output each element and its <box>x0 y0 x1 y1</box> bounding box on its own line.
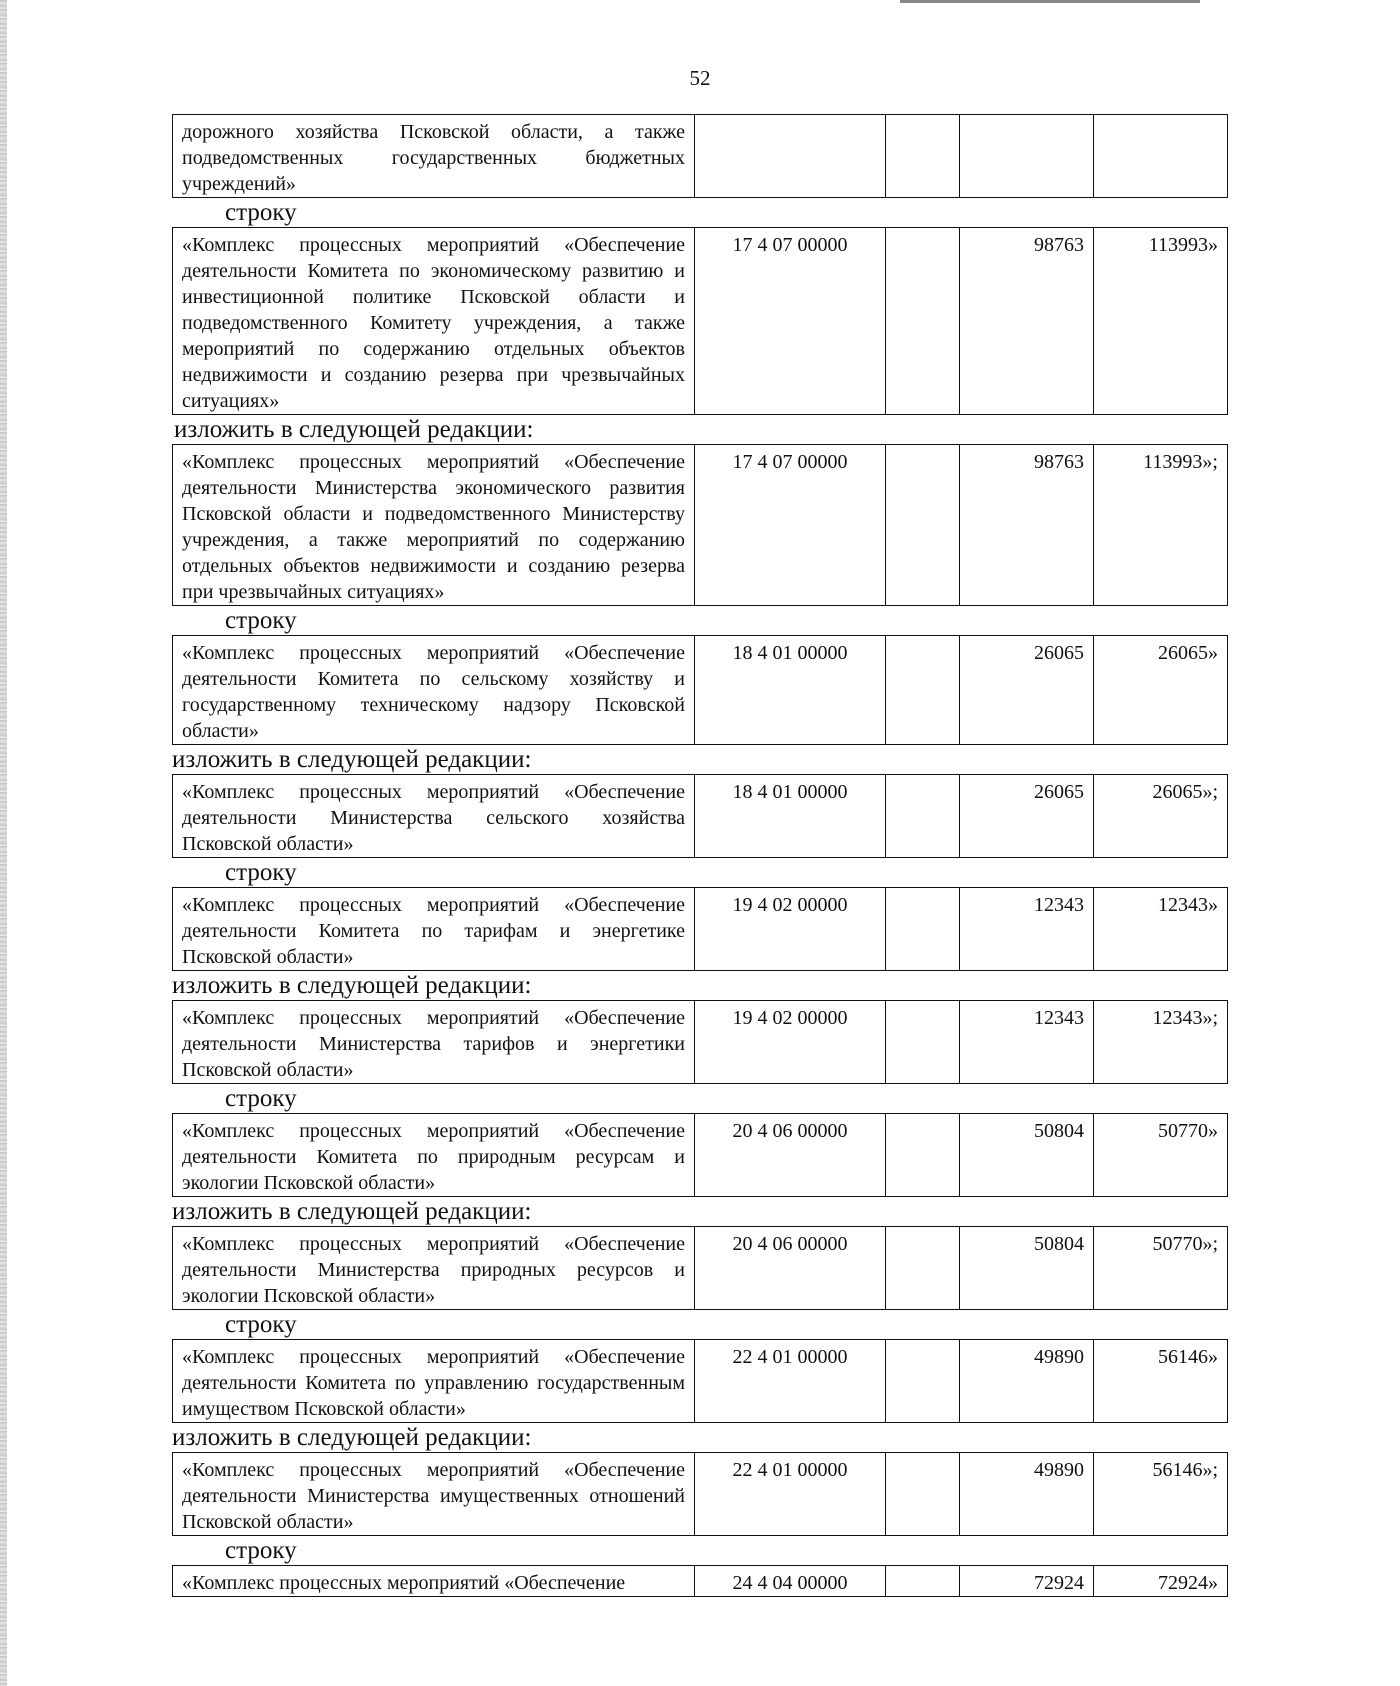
row-code-cell: 17 4 07 00000 <box>695 445 886 606</box>
label-old-row: строку <box>225 859 297 886</box>
row-empty-cell <box>886 445 960 606</box>
row-value1-cell: 50804 <box>960 1114 1094 1197</box>
row-name-cell: «Комплекс процессных мероприятий «Обеспечение <box>173 1566 695 1597</box>
row-empty-cell <box>886 888 960 971</box>
label-old-row: строку <box>225 1311 297 1338</box>
row-empty-cell <box>886 115 960 198</box>
row-code-cell: 22 4 01 00000 <box>695 1453 886 1536</box>
label-new-row: изложить в следующей редакции: <box>174 416 534 443</box>
row-empty-cell <box>886 1227 960 1310</box>
row-value1-cell: 50804 <box>960 1227 1094 1310</box>
label-new-row: изложить в следующей редакции: <box>172 972 532 999</box>
row-value2-cell: 26065» <box>1094 636 1228 745</box>
row-value2-cell: 113993»; <box>1094 445 1228 606</box>
row-name-cell: «Комплекс процессных мероприятий «Обеспечение деятельности Комитета по экономическому развитию и инвестиционной политике Псковской области и подведомственного Комитету учреждения, а также мероприятий по содержанию отдельных объектов недвижимости и созданию резерва при чрезвычайных ситуациях» <box>173 228 695 415</box>
scan-top-edge-artifact <box>900 0 1200 3</box>
row-value2-cell: 12343» <box>1094 888 1228 971</box>
amendment-block-4 <box>160 1084 1218 1310</box>
row-value2-cell: 12343»; <box>1094 1001 1228 1084</box>
table-row-old <box>172 1339 1228 1423</box>
label-new-row: изложить в следующей редакции: <box>172 1424 532 1451</box>
amendment-block-tail <box>160 1536 1218 1597</box>
row-code-cell: 19 4 02 00000 <box>695 1001 886 1084</box>
row-value2-cell <box>1094 115 1228 198</box>
label-new-row: изложить в следующей редакции: <box>172 746 532 773</box>
row-value1-cell: 72924 <box>960 1566 1094 1597</box>
table-row-old <box>172 1113 1228 1197</box>
row-value1-cell: 26065 <box>960 775 1094 858</box>
row-empty-cell <box>886 1566 960 1597</box>
label-old-row: строку <box>225 1085 297 1112</box>
row-value2-cell: 50770»; <box>1094 1227 1228 1310</box>
row-empty-cell <box>886 1340 960 1423</box>
row-empty-cell <box>886 1001 960 1084</box>
row-name-cell: «Комплекс процессных мероприятий «Обеспечение деятельности Министерства имущественных отношений Псковской области» <box>173 1453 695 1536</box>
label-old-row: строку <box>225 199 297 226</box>
row-empty-cell <box>886 775 960 858</box>
scan-edge-artifact <box>0 0 7 1686</box>
amendment-block-3 <box>160 858 1218 1084</box>
table-row-new <box>172 1452 1228 1536</box>
row-code-cell: 19 4 02 00000 <box>695 888 886 971</box>
row-value1-cell: 98763 <box>960 228 1094 415</box>
row-name-cell: «Комплекс процессных мероприятий «Обеспечение деятельности Министерства сельского хозяйства Псковской области» <box>173 775 695 858</box>
row-code-cell: 20 4 06 00000 <box>695 1227 886 1310</box>
row-code-cell: 18 4 01 00000 <box>695 775 886 858</box>
label-old-row: строку <box>225 607 297 634</box>
amendment-block-5 <box>160 1310 1218 1536</box>
row-value1-cell: 98763 <box>960 445 1094 606</box>
table-row-new <box>172 774 1228 858</box>
row-code-cell: 24 4 04 00000 <box>695 1566 886 1597</box>
table-row-new <box>172 1226 1228 1310</box>
row-value2-cell: 56146» <box>1094 1340 1228 1423</box>
document-body <box>160 114 1218 1597</box>
row-value2-cell: 56146»; <box>1094 1453 1228 1536</box>
row-code-cell: 20 4 06 00000 <box>695 1114 886 1197</box>
row-name-cell: «Комплекс процессных мероприятий «Обеспечение деятельности Комитета по сельскому хозяйству и государственному техническому надзору Псковской области» <box>173 636 695 745</box>
row-name-cell: «Комплекс процессных мероприятий «Обеспечение деятельности Комитета по управлению государственным имуществом Псковской области» <box>173 1340 695 1423</box>
row-code-cell <box>695 115 886 198</box>
row-name-cell: «Комплекс процессных мероприятий «Обеспечение деятельности Министерства природных ресурсов и экологии Псковской области» <box>173 1227 695 1310</box>
table-row-continuation <box>172 114 1228 198</box>
row-value1-cell: 12343 <box>960 1001 1094 1084</box>
label-old-row: строку <box>225 1537 297 1564</box>
row-empty-cell <box>886 1114 960 1197</box>
row-empty-cell <box>886 228 960 415</box>
row-value1-cell: 49890 <box>960 1453 1094 1536</box>
row-code-cell: 17 4 07 00000 <box>695 228 886 415</box>
label-new-row: изложить в следующей редакции: <box>172 1198 532 1225</box>
amendment-block-1 <box>160 198 1218 606</box>
row-value2-cell: 113993» <box>1094 228 1228 415</box>
row-value1-cell: 12343 <box>960 888 1094 971</box>
table-row-old <box>172 635 1228 745</box>
row-value2-cell: 72924» <box>1094 1566 1228 1597</box>
row-value2-cell: 26065»; <box>1094 775 1228 858</box>
row-empty-cell <box>886 636 960 745</box>
row-name-cell: «Комплекс процессных мероприятий «Обеспечение деятельности Комитета по тарифам и энергетике Псковской области» <box>173 888 695 971</box>
row-value2-cell: 50770» <box>1094 1114 1228 1197</box>
table-row-old <box>172 227 1228 415</box>
row-code-cell: 18 4 01 00000 <box>695 636 886 745</box>
page-number: 52 <box>689 66 711 90</box>
row-code-cell: 22 4 01 00000 <box>695 1340 886 1423</box>
row-name-cell: «Комплекс процессных мероприятий «Обеспечение деятельности Министерства экономического развития Псковской области и подведомственного Министерству учреждения, а также мероприятий по содержанию отдельных объектов недвижимости и созданию резерва при чрезвычайных ситуациях» <box>173 445 695 606</box>
row-value1-cell: 49890 <box>960 1340 1094 1423</box>
table-row-old <box>172 887 1228 971</box>
table-row-new <box>172 1000 1228 1084</box>
continuation-segment <box>160 114 1160 198</box>
row-empty-cell <box>886 1453 960 1536</box>
table-row-old <box>172 1565 1228 1597</box>
amendment-block-2 <box>160 606 1218 858</box>
row-name-cell: «Комплекс процессных мероприятий «Обеспечение деятельности Министерства тарифов и энергетики Псковской области» <box>173 1001 695 1084</box>
row-value1-cell: 26065 <box>960 636 1094 745</box>
table-row-new <box>172 444 1228 606</box>
row-name-cell: дорожного хозяйства Псковской области, а также подведомственных государственных бюджетных учреждений» <box>173 115 695 198</box>
row-value1-cell <box>960 115 1094 198</box>
row-name-cell: «Комплекс процессных мероприятий «Обеспечение деятельности Комитета по природным ресурсам и экологии Псковской области» <box>173 1114 695 1197</box>
